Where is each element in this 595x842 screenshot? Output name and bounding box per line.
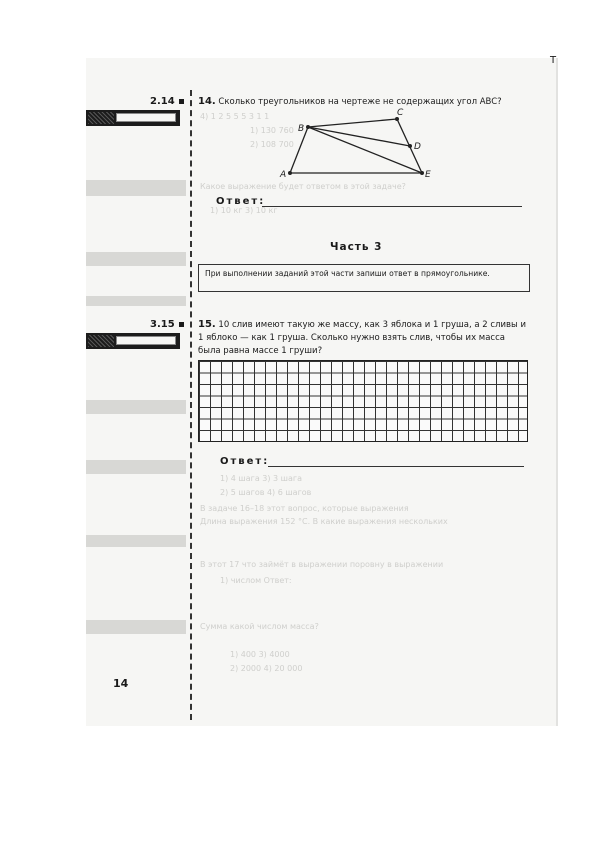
point-b-label: B: [298, 124, 305, 134]
task-code-15-label: 3.15: [150, 319, 175, 330]
answer-label-15: Ответ:: [220, 456, 270, 467]
point-a: [288, 171, 292, 175]
answer-code-cells-14[interactable]: [116, 113, 176, 122]
task-code-14: [150, 96, 184, 107]
answer-code-cells-15[interactable]: [116, 336, 176, 345]
segment-bd: [308, 127, 410, 146]
task-code-14-label: 2.14: [150, 96, 175, 107]
top-margin-mark: Т: [550, 55, 557, 66]
answer-line-15[interactable]: [268, 466, 524, 467]
task-code-15: [150, 319, 184, 330]
question-15-number: 15.: [198, 319, 216, 330]
point-e-label: E: [425, 170, 431, 180]
point-b: [306, 125, 310, 129]
part-3-title: Часть 3: [330, 241, 383, 253]
hatch-pattern-icon: [88, 112, 114, 124]
point-a-label: A: [280, 170, 287, 180]
point-c-label: C: [397, 108, 404, 118]
answer-code-box-15: [86, 333, 180, 349]
part-3-instruction: При выполнении заданий этой части запиши ответ в прямоугольнике.: [198, 264, 530, 292]
answer-label-14: Ответ:: [216, 196, 266, 207]
hatch-pattern-icon: [88, 335, 114, 347]
segment-bc: [308, 119, 397, 127]
question-14-text: Сколько треугольников на чертеже не содержащих угол ABC?: [218, 97, 502, 107]
cut-line: [190, 90, 192, 720]
answer-line-14[interactable]: [262, 206, 522, 207]
square-bullet-icon: [179, 322, 184, 327]
solution-grid[interactable]: [198, 360, 528, 442]
page-number: 14: [113, 677, 129, 690]
answer-code-box-14: [86, 110, 180, 126]
point-e: [420, 171, 424, 175]
point-d: [408, 144, 412, 148]
question-15-text: 10 слив имеют такую же массу, как 3 яблока и 1 груша, а 2 сливы и 1 яблоко — как 1 груша. Сколько нужно взять слив, чтобы их масса была равна массе 1 груши?: [198, 320, 526, 356]
geometry-figure: [270, 105, 440, 185]
question-14-number: 14.: [198, 96, 216, 107]
point-d-label: D: [414, 142, 421, 152]
segment-be: [308, 127, 422, 173]
question-15: [198, 318, 530, 358]
square-bullet-icon: [179, 99, 184, 104]
